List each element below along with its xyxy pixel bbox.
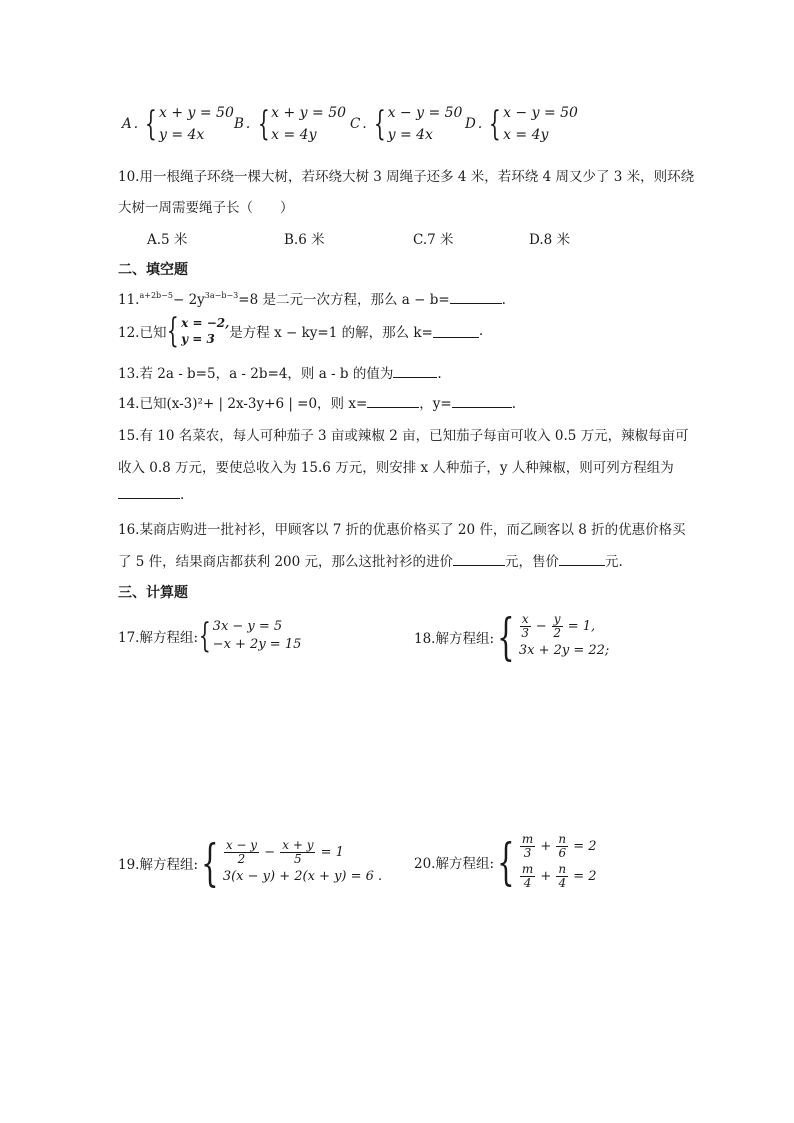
answer-blank-price[interactable] (559, 553, 605, 566)
equation: −x + 2y = 15 (212, 637, 302, 652)
option-letter: C (350, 116, 361, 132)
equation: x = 4y (271, 127, 317, 143)
equation: x + y = 50 (271, 105, 347, 121)
q10-line2: 大树一周需要绳子长（ ） (118, 200, 294, 216)
answer-blank[interactable] (118, 486, 180, 499)
answer-blank[interactable] (393, 365, 437, 378)
option-letter: B (234, 116, 244, 132)
q20: 20.解方程组: { $\frac{m}{3}$ + $\frac{n}{6}$ = 2 $\frac{m}{4}$ + $\frac{n}{4}$ = 2 (414, 832, 597, 891)
answer-blank-x[interactable] (367, 395, 419, 408)
equation: x + y = 50 (158, 105, 234, 121)
equation: x = −2, (181, 316, 230, 330)
equation: y = 4x (158, 127, 205, 143)
q12: 12.已知 { x = −2, y = 3 是方程 x − ky=1 的解，那么 k= . (118, 311, 484, 351)
option-letter: D (465, 116, 476, 132)
equation: y = 3 (181, 332, 215, 346)
q9-option-b: B . { x + y = 50 x = 4y (234, 104, 347, 144)
q15-line2: 收入 0.8 万元，要使总收入为 15.6 万元，则安排 x 人种茄子，y 人种辣椒，则可列方程组为 (118, 460, 674, 476)
q16-line2: 了 5 件，结果商店都获利 200 元，那么这批衬衫的进价 元，售价 元. (118, 554, 623, 570)
answer-blank[interactable] (450, 291, 502, 304)
equation: 3(x − y) + 2(x + y) = 6 . (222, 868, 383, 884)
answer-blank[interactable] (433, 325, 479, 338)
equation: 3x − y = 5 (212, 619, 283, 634)
equation: x = 4y (503, 127, 549, 143)
q19: 19.解方程组: { $\frac{x - y}{2}$ − $\frac{x + y}{5}$ = 1 3(x − y) + 2(x + y) = 6 . (118, 834, 383, 892)
q11: $11.^{a+2b-5}- 2y^{3a-b-3}=8$ 是二元一次方程，那么 a − b= . (118, 291, 506, 308)
equation: x − y = 50 (387, 105, 463, 121)
q10-option-b: B.6 米 (284, 232, 325, 248)
q10-option-a: A.5 米 (147, 232, 188, 248)
equation: y = 4x (387, 127, 433, 143)
q10-option-c: C.7 米 (413, 232, 454, 248)
equation: 3x + 2y = 22; (518, 642, 610, 658)
q9-option-c: C . { x − y = 50 y = 4x (350, 104, 463, 144)
q18: 18.解方程组: { $\frac{x}{3}$ − $\frac{y}{2}$ = 1, 3x + 2y = 22; (414, 608, 610, 666)
q15-line3: . (118, 486, 184, 503)
q13: 13.若 2a - b=5，a - 2b=4，则 a - b 的值为 . (118, 366, 442, 382)
section-heading-calculation: 三、计算题 (118, 585, 188, 601)
q9-option-d: D . { x − y = 50 x = 4y (465, 104, 578, 144)
q10-option-d: D.8 米 (529, 232, 571, 248)
q9-option-a: A . { x + y = 50 y = 4x (122, 104, 234, 144)
q16-line1: 16.某商店购进一批衬衫，甲顾客以 7 折的优惠价格买了 20 件，而乙顾客以 8 折的优惠价格买 (118, 522, 686, 538)
q15-line1: 15.有 10 名菜农，每人可种茄子 3 亩或辣椒 2 亩，已知茄子每亩可收入 0.5 万元，辣椒每亩可 (118, 428, 689, 444)
equation: x − y = 50 (503, 105, 578, 121)
q14: 14.已知(x-3)²+ | 2x-3y+6 | =0，则 x= ，y= . (118, 396, 517, 412)
option-letter: A (122, 116, 132, 132)
q10-line1: 10.用一根绳子环绕一棵大树，若环绕大树 3 周绳子还多 4 米，若环绕 4 周又少了 3 米，则环绕 (118, 169, 695, 185)
answer-blank-cost[interactable] (453, 553, 505, 566)
q17: 17.解方程组: { 3x − y = 5 −x + 2y = 15 (118, 616, 302, 656)
section-heading-fill-in: 二、填空题 (118, 262, 188, 278)
answer-blank-y[interactable] (452, 395, 512, 408)
